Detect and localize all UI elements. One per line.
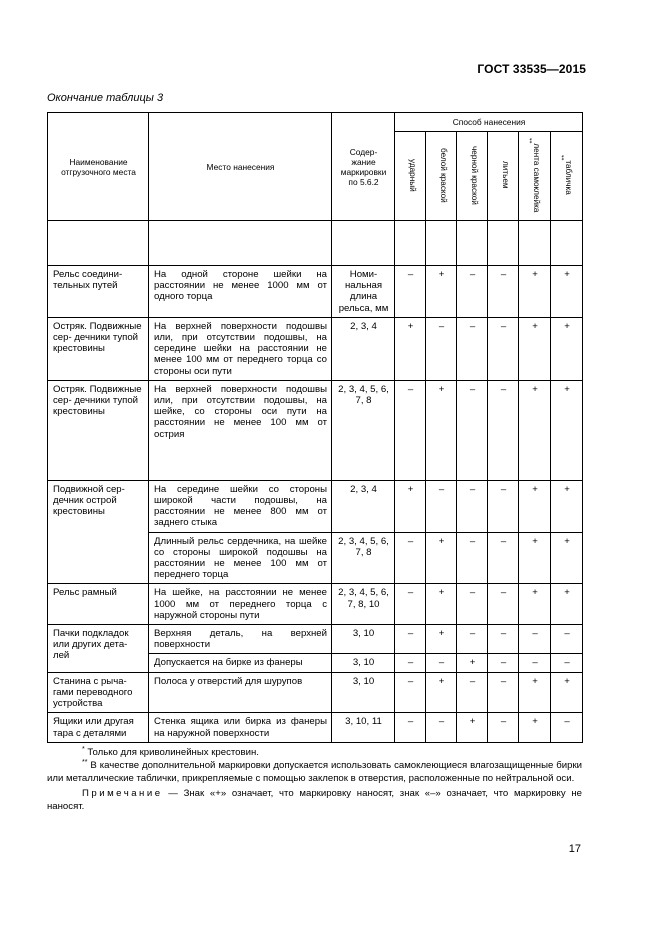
cell-method-mark: –	[519, 625, 551, 654]
cell-marking-content: 2, 3, 4	[332, 480, 395, 532]
header-cell-method	[426, 132, 457, 221]
cell-marking-content: 2, 3, 4, 5, 6, 7, 8, 10	[332, 584, 395, 625]
header-cell-method-group: Способ нанесения	[395, 113, 583, 132]
cell-method-mark: +	[519, 480, 551, 532]
cell-shipping-place: Рельс рамный	[48, 584, 149, 625]
cell-marking-location: На середине шейки со стороны широкой части подошвы, на расстоянии не менее 800 мм от заднего стыка	[149, 480, 332, 532]
cell-method-mark: –	[488, 266, 519, 318]
cell-shipping-place: Пачки подкладок или других дета- лей	[48, 625, 149, 673]
cell-method-mark: –	[426, 654, 457, 672]
cell-method-mark: +	[519, 380, 551, 480]
cell-method-mark: +	[395, 480, 426, 532]
cell-method-mark: –	[551, 713, 583, 742]
cell-marking-content: 2, 3, 4, 5, 6, 7, 8	[332, 532, 395, 584]
cell-method-mark: +	[426, 672, 457, 713]
cell-marking-location: На одной стороне шейки на расстоянии не менее 1000 мм от одного торца	[149, 266, 332, 318]
header-cell-method	[457, 132, 488, 221]
cell-marking-content: 3, 10	[332, 625, 395, 654]
table-row	[48, 584, 583, 625]
cell-method-mark: +	[395, 317, 426, 380]
cell-method-mark: +	[457, 713, 488, 742]
cell-marking-content: 2, 3, 4, 5, 6, 7, 8	[332, 380, 395, 480]
header-cell-place: Место нанесения	[149, 113, 332, 221]
cell-method-mark: –	[457, 380, 488, 480]
cell-method-mark: –	[488, 317, 519, 380]
cell-method-mark: –	[457, 584, 488, 625]
cell-marking-content: Номи- нальная длина рельса, мм	[332, 266, 395, 318]
cell-method-mark: +	[426, 266, 457, 318]
footnote-2: ** В качестве дополнительной маркировки допускается использовать самоклеющиеся влагозащищенные бирки или металлические таблички, прикрепляемые с помощью заклепок в отверстия, расположенные по нейтральной оси.	[47, 758, 582, 784]
cell-shipping-place: Остряк. Подвижные сер- дечники тупой крестовины	[48, 317, 149, 380]
header-cell-method	[551, 132, 583, 221]
cell-method-mark: –	[457, 672, 488, 713]
note-label: Примечание	[82, 788, 163, 799]
cell-method-mark: –	[551, 625, 583, 654]
table-row	[48, 672, 583, 713]
table-caption: Окончание таблицы 3	[47, 92, 164, 104]
cell-method-mark: –	[426, 713, 457, 742]
cell-marking-location: Верхняя деталь, на верхней поверхности	[149, 625, 332, 654]
table-row	[48, 480, 583, 532]
table-note	[47, 787, 582, 813]
cell-method-mark: –	[488, 532, 519, 584]
cell-method-mark: +	[551, 380, 583, 480]
table-row	[48, 317, 583, 380]
document-id: ГОСТ 33535—2015	[477, 62, 586, 76]
cell-shipping-place: Ящики или другая тара с деталями	[48, 713, 149, 742]
footnote-1: * Только для криволинейных крестовин.	[82, 745, 259, 758]
cell-marking-content: 3, 10, 11	[332, 713, 395, 742]
cell-method-mark: –	[457, 625, 488, 654]
header-cell-method	[488, 132, 519, 221]
cell-method-mark: –	[457, 266, 488, 318]
cell-method-mark: –	[488, 625, 519, 654]
cell-method-mark: –	[488, 713, 519, 742]
method-label: лента самоклейка**	[529, 137, 542, 213]
cell-method-mark: +	[426, 380, 457, 480]
cell-marking-location: На верхней поверхности подошвы или, при отсутствии подошвы, на середине шейки на расстоянии не менее 100 мм от переднего торца со стороны оси пути	[149, 317, 332, 380]
cell-method-mark: +	[551, 584, 583, 625]
cell-shipping-place: Остряк. Подвижные сер- дечники тупой крестовины	[48, 380, 149, 480]
method-label: литьем	[501, 161, 511, 189]
cell-method-mark: –	[488, 584, 519, 625]
table-row	[48, 713, 583, 742]
cell-marking-location: На верхней поверхности подошвы или, при отсутствии подошвы, на шейке, со стороны оси пути на расстоянии не менее 100 мм от острия	[149, 380, 332, 480]
cell-shipping-place: Подвижной сер- дечник острой крестовины	[48, 480, 149, 584]
cell-method-mark: +	[519, 672, 551, 713]
header-cell-content: Содер- жание маркировки по 5.6.2	[332, 113, 395, 221]
cell-method-mark: +	[551, 266, 583, 318]
cell-method-mark: –	[395, 713, 426, 742]
cell-method-mark: –	[488, 380, 519, 480]
cell-method-mark: –	[457, 532, 488, 584]
cell-marking-location: Допускается на бирке из фанеры	[149, 654, 332, 672]
cell-method-mark: –	[395, 380, 426, 480]
cell-method-mark: –	[395, 625, 426, 654]
cell-shipping-place: Станина с рыча- гами переводного устройства	[48, 672, 149, 713]
cell-method-mark: –	[551, 654, 583, 672]
cell-method-mark: –	[488, 654, 519, 672]
table-row	[48, 625, 583, 654]
cell-marking-location: На шейке, на расстоянии не менее 1000 мм от переднего торца с наружной стороны пути	[149, 584, 332, 625]
cell-marking-location: Длинный рельс сердечника, на шейке со стороны широкой подошвы на расстоянии не менее 100 мм от переднего торца	[149, 532, 332, 584]
cell-method-mark: –	[488, 672, 519, 713]
cell-method-mark: –	[488, 480, 519, 532]
footnotes	[47, 746, 582, 813]
cell-marking-content: 3, 10	[332, 654, 395, 672]
cell-method-mark: –	[426, 317, 457, 380]
cell-method-mark: +	[519, 713, 551, 742]
cell-method-mark: –	[457, 480, 488, 532]
cell-method-mark: –	[395, 584, 426, 625]
marking-table	[47, 112, 583, 743]
header-spacer-row	[48, 221, 583, 266]
cell-method-mark: +	[519, 584, 551, 625]
header-cell-method	[395, 132, 426, 221]
cell-method-mark: +	[551, 672, 583, 713]
table-body	[48, 266, 583, 743]
cell-marking-location: Стенка ящика или бирка из фанеры на наружной поверхности	[149, 713, 332, 742]
cell-method-mark: –	[395, 532, 426, 584]
cell-method-mark: –	[519, 654, 551, 672]
header-cell-name: Наименование отгрузочного места	[48, 113, 149, 221]
method-label: табличка**	[561, 155, 574, 195]
method-label: белой краской	[439, 147, 449, 203]
cell-method-mark: +	[519, 532, 551, 584]
table-row	[48, 266, 583, 318]
method-label: ударный	[408, 158, 418, 192]
cell-method-mark: +	[426, 532, 457, 584]
cell-method-mark: –	[395, 654, 426, 672]
cell-method-mark: +	[551, 532, 583, 584]
method-label: черной краской	[470, 145, 480, 205]
note-text: — Знак «+» означает, что маркировку наносят, знак «–» означает, что маркировку не наносят.	[47, 788, 582, 812]
table-header	[48, 113, 583, 266]
cell-method-mark: +	[519, 317, 551, 380]
header-cell-method	[519, 132, 551, 221]
cell-marking-location: Полоса у отверстий для шурупов	[149, 672, 332, 713]
page-number: 17	[568, 843, 581, 855]
cell-marking-content: 3, 10	[332, 672, 395, 713]
table-row	[48, 380, 583, 480]
cell-method-mark: –	[395, 266, 426, 318]
cell-method-mark: –	[426, 480, 457, 532]
cell-method-mark: +	[426, 584, 457, 625]
cell-method-mark: –	[395, 672, 426, 713]
cell-method-mark: +	[551, 317, 583, 380]
cell-method-mark: +	[519, 266, 551, 318]
cell-method-mark: +	[426, 625, 457, 654]
cell-method-mark: –	[457, 317, 488, 380]
cell-method-mark: +	[457, 654, 488, 672]
cell-marking-content: 2, 3, 4	[332, 317, 395, 380]
cell-method-mark: +	[551, 480, 583, 532]
cell-shipping-place: Рельс соедини- тельных путей	[48, 266, 149, 318]
